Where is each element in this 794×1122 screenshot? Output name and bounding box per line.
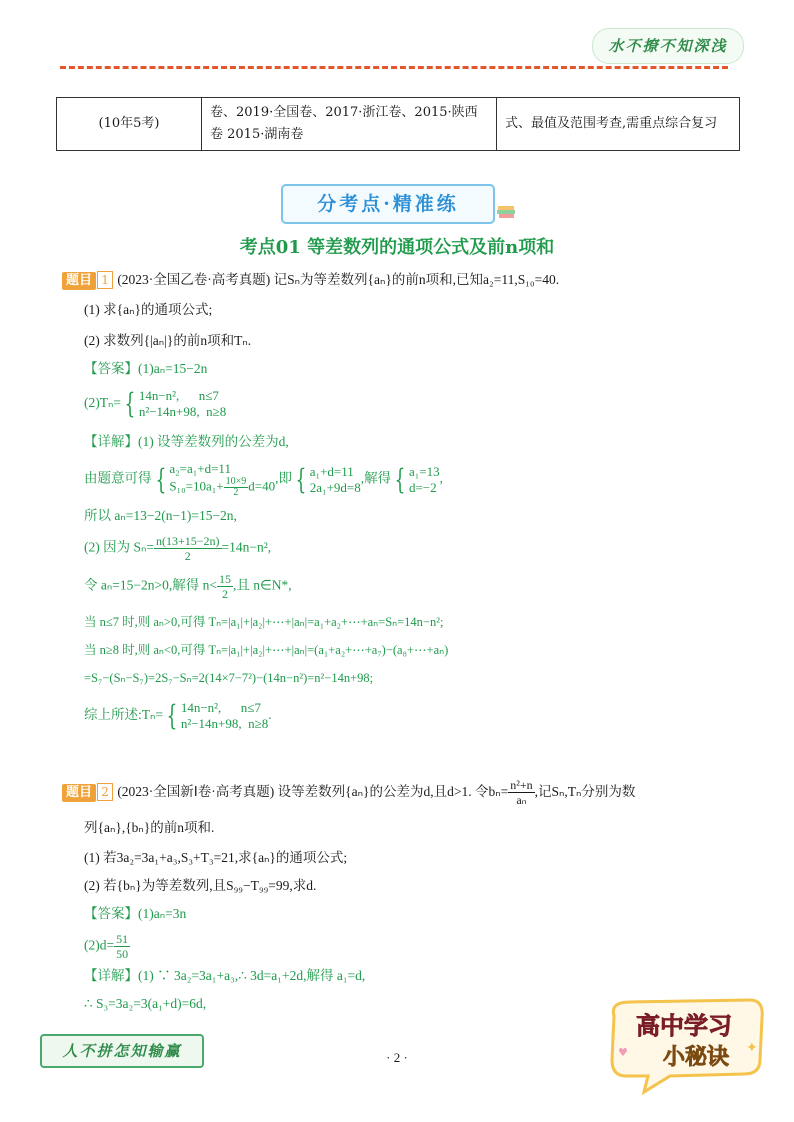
detail-text: ,即 (275, 470, 292, 486)
answer-label: 【答案】 (84, 906, 138, 921)
fraction-denominator: 2 (184, 549, 191, 563)
fraction-numerator: n²+n (510, 778, 533, 792)
case-line: 14n−n², n≤7 (138, 388, 219, 403)
question-tag: 题目 (62, 272, 96, 290)
detail-text: 令 aₙ=15−2n>0,解得 n< (84, 577, 217, 593)
case-line: a₂=a₁+d=11 (169, 461, 231, 476)
q2-stem-line2: 列{aₙ},{bₙ}的前n项和. (84, 820, 215, 835)
q1-stem-text: (2023·全国乙卷·高考真题) 记Sₙ为等差数列{aₙ}的前n项和,已知a₂=11,S₁₀=40. (117, 272, 560, 287)
footer-slogan: 人不拼怎知输赢 (40, 1034, 204, 1068)
study-tips-sticker (600, 996, 768, 1096)
q1-part2: (2) 求数列{|aₙ|}的前n项和Tₙ. (84, 333, 252, 348)
case-line: d=40 (248, 478, 276, 494)
answer-text: (2)d= (84, 937, 115, 953)
q1-detail4 (84, 534, 271, 563)
q1-detail5 (84, 572, 292, 601)
q1-detail8: =S₇−(Sₙ−S₇)=2S₇−Sₙ=2(14×7−7²)−(14n−n²)=n²−14n+98; (84, 671, 374, 685)
q1-answer1 (84, 359, 207, 379)
detail-text: (1) ∵ 3a₂=3a₁+a₃,∴ 3d=a₁+2d,解得 a₁=d, (138, 968, 366, 983)
answer-label: 【答案】 (84, 361, 138, 376)
fraction-numerator: 15 (218, 572, 231, 586)
fraction-denominator: 2 (233, 487, 239, 498)
detail-text: 由题意可得 (84, 470, 152, 486)
section-badge: 分考点·精准练 (281, 184, 495, 224)
q2-answer1 (84, 904, 186, 924)
detail-text: . (268, 707, 272, 723)
detail-label: 【详解】 (84, 968, 138, 983)
q2-stem-text: (2023·全国新Ⅰ卷·高考真题) 设等差数列{aₙ}的公差为d,且d>1. 令bₙ= (117, 784, 509, 799)
fraction-numerator: 10×9 (225, 476, 247, 487)
q1-detail9: 综上所述:Tₙ= { 14n−n², n≤7 n²−14n+98, n≥8 . (84, 699, 272, 732)
heart-icon: ♥ (618, 1046, 628, 1059)
sticker-line1: 高中学习 (636, 1012, 732, 1040)
case-line: a₁+d=11 (309, 463, 354, 479)
books-icon (496, 204, 516, 220)
answer-text: (1)aₙ=15−2n (138, 361, 208, 376)
sticker-line2: 小秘诀 (662, 1045, 730, 1070)
detail-text: (1) 设等差数列的公差为d, (138, 434, 289, 449)
table-row (57, 98, 740, 151)
fraction-numerator: 51 (116, 932, 129, 946)
q2-part2: (2) 若{bₙ}为等差数列,且S₉₉−T₉₉=99,求d. (84, 878, 317, 893)
answer-text: (1)aₙ=3n (138, 906, 187, 921)
exam-table (56, 97, 740, 151)
case-line: S₁₀=10a₁+ (169, 478, 224, 494)
sparkle-icon: ✦ (746, 1040, 758, 1056)
question-number: 1 (97, 271, 113, 289)
fraction-denominator: 50 (116, 947, 129, 961)
detail-text: ,且 n∈N*, (232, 577, 292, 593)
header-logo: 水不撩不知深浅 (592, 28, 744, 64)
detail-text: =14n−n², (221, 539, 272, 555)
fraction-denominator: 2 (221, 587, 228, 601)
case-line: a₁=13 (408, 463, 440, 479)
q1-answer2: (2)Tₙ= { 14n−n², n≤7 n²−14n+98, n≥8 (84, 387, 227, 420)
q1-stem (62, 270, 559, 290)
detail-text: (2) 因为 Sₙ= (84, 539, 154, 555)
q2-detail2: ∴ S₃=3a₂=3(a₁+d)=6d, (84, 996, 207, 1011)
detail-label: 【详解】 (84, 434, 138, 449)
q2-answer2 (84, 932, 130, 961)
q2-part1: (1) 若3a₂=3a₁+a₃,S₃+T₃=21,求{aₙ}的通项公式; (84, 850, 348, 865)
table-cell: 式、最值及范围考查,需重点综合复习 (497, 98, 740, 151)
q2-detail1 (84, 966, 365, 986)
detail-text: ,解得 (360, 470, 392, 486)
q2-stem-text: ,记Sₙ,Tₙ分别为数 (534, 784, 636, 799)
case-line: n²−14n+98, n≥8 (138, 404, 227, 419)
question-tag: 题目 (62, 784, 96, 802)
q1-part1: (1) 求{aₙ}的通项公式; (84, 302, 213, 317)
section-title: 考点01 等差数列的通项公式及前n项和 (239, 237, 555, 258)
header-divider (60, 66, 728, 69)
q1-detail2: 由题意可得 { a₂=a₁+d=11 S₁₀=10a₁+ $\frac{10\times 9}{2}$ d=40 ,即 { a₁+d=11 2a₁+9d=8 ,解得 { a₁=13 d=−2 , (84, 461, 443, 498)
answer-text: (2)Tₙ= (84, 395, 121, 411)
detail-text: , (439, 470, 443, 486)
case-line: d=−2 (408, 479, 437, 495)
fraction-denominator: aₙ (516, 793, 527, 807)
q1-detail7: 当 n≥8 时,则 aₙ<0,可得 Tₙ=|a₁|+|a₂|+⋯+|aₙ|=(a₁+a₂+⋯+a₇)−(a₈+⋯+aₙ) (84, 643, 449, 657)
case-line: 14n−n², n≤7 (180, 700, 261, 715)
table-cell: (10年5考) (57, 98, 202, 151)
detail-text: 综上所述:Tₙ= (84, 707, 163, 723)
page-number: · 2 · (386, 1050, 408, 1065)
q1-detail3: 所以 aₙ=13−2(n−1)=15−2n, (84, 508, 237, 523)
fraction-numerator: n(13+15−2n) (156, 534, 220, 548)
case-line: n²−14n+98, n≥8 (180, 716, 269, 731)
question-number: 2 (97, 783, 113, 801)
table-cell: 卷、2019·全国卷、2017·浙江卷、2015·陕西卷 2015·湖南卷 (202, 98, 497, 151)
case-line: 2a₁+9d=8 (309, 479, 361, 495)
q1-detail1 (84, 432, 289, 452)
q2-stem (62, 778, 635, 807)
q1-detail6: 当 n≤7 时,则 aₙ>0,可得 Tₙ=|a₁|+|a₂|+⋯+|aₙ|=a₁+a₂+⋯+aₙ=Sₙ=14n−n²; (84, 615, 444, 629)
